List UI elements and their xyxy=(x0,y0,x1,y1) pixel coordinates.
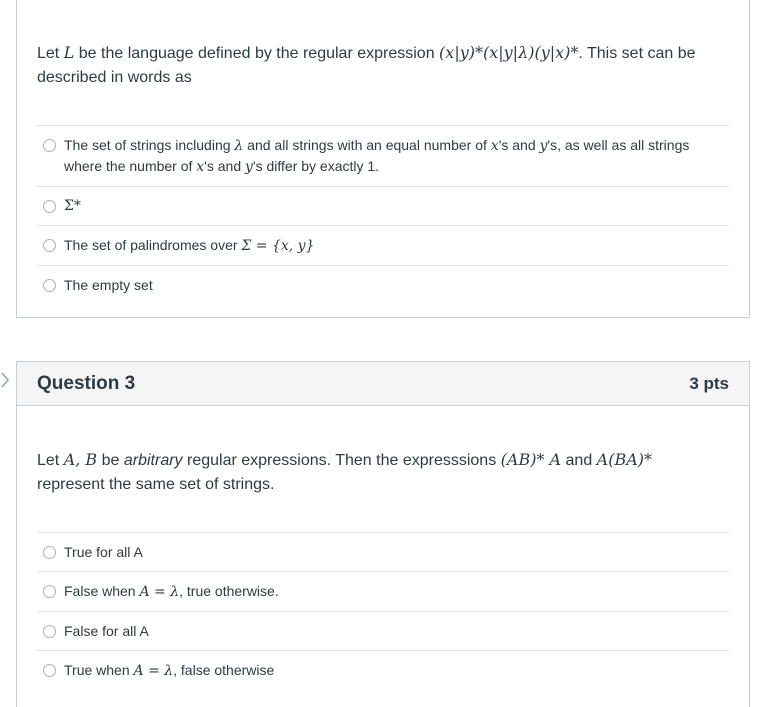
radio-unchecked-icon[interactable] xyxy=(43,546,56,559)
answer-option[interactable] xyxy=(37,225,729,265)
radio-unchecked-icon[interactable] xyxy=(43,200,56,213)
answer-option[interactable] xyxy=(37,611,729,650)
radio-unchecked-icon[interactable] xyxy=(43,279,56,292)
question-card-3 xyxy=(16,361,750,707)
answer-label: The set of strings including λ and all strings with an equal number of x's and y's, as well as all strings where the number of x's and y's differ by exactly 1. xyxy=(64,137,690,175)
answer-label: Σ* xyxy=(64,198,81,214)
radio-unchecked-icon[interactable] xyxy=(43,625,56,638)
answer-option[interactable] xyxy=(37,532,729,571)
answer-option[interactable] xyxy=(37,265,729,304)
chevron-right-icon[interactable] xyxy=(0,372,10,388)
question-card-previous xyxy=(16,0,750,318)
answer-label: The empty set xyxy=(64,277,153,293)
question-title: Question 3 xyxy=(37,372,136,394)
answer-list xyxy=(37,532,729,690)
answer-option[interactable] xyxy=(37,571,729,611)
question-text: Let A, B be arbitrary regular expressions. Then the expresssions (AB)* A and A(BA)* represent the same set of strings. xyxy=(37,450,653,493)
radio-unchecked-icon[interactable] xyxy=(43,139,56,152)
answer-option[interactable] xyxy=(37,650,729,690)
answer-label: The set of palindromes over Σ = {x, y} xyxy=(64,237,315,254)
radio-unchecked-icon[interactable] xyxy=(43,664,56,677)
radio-unchecked-icon[interactable] xyxy=(43,585,56,598)
question-text: Let L be the language defined by the regular expression (x|y)*(x|y|λ)(y|x)*. This set can be described in words as xyxy=(37,43,696,86)
answer-label: True when A = λ, false otherwise xyxy=(64,662,275,679)
question-points: 3 pts xyxy=(689,373,729,393)
answer-list xyxy=(37,125,729,304)
answer-label: True for all A xyxy=(64,544,143,560)
answer-option[interactable] xyxy=(37,186,729,225)
answer-option[interactable] xyxy=(37,125,729,186)
answer-label: False when A = λ, true otherwise. xyxy=(64,583,279,600)
question-header xyxy=(17,362,749,406)
answer-label: False for all A xyxy=(64,623,149,639)
radio-unchecked-icon[interactable] xyxy=(43,239,56,252)
